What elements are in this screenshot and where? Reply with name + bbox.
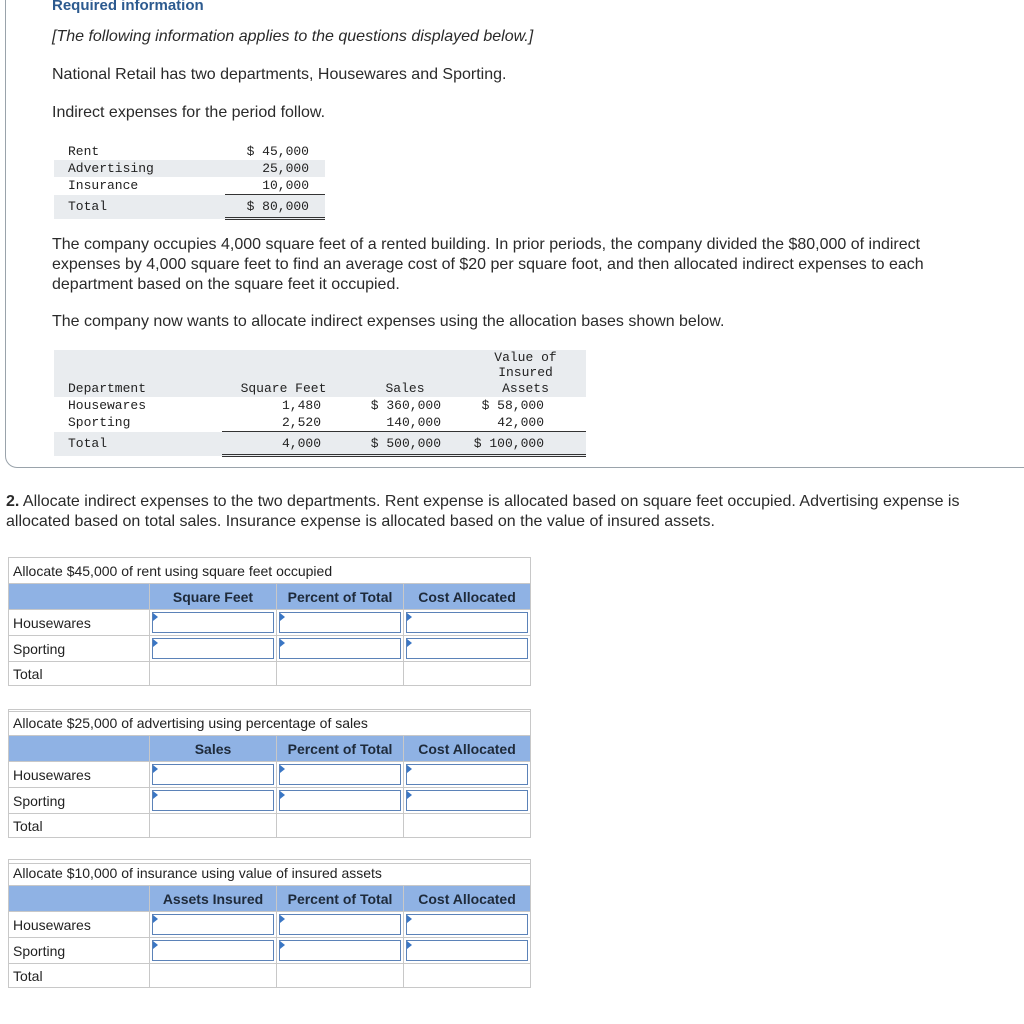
row-label: Housewares: [9, 762, 150, 788]
advertising-allocation-worksheet: [8, 709, 531, 864]
advertising-worksheet-caption: Allocate $25,000 of advertising using percentage of sales: [9, 710, 531, 736]
worksheet-row: [9, 762, 531, 788]
department-total-label: Total: [54, 432, 222, 456]
worksheet-row: [9, 636, 531, 662]
rent-sporting-square-feet-input[interactable]: [152, 638, 274, 659]
column-header: Percent of Total: [277, 886, 404, 912]
worksheet-total-row: [9, 662, 531, 686]
advertising-housewares-percent-input[interactable]: [279, 764, 401, 785]
sales-value: $ 360,000: [370, 398, 441, 413]
intro-text: National Retail has two departments, Housewares and Sporting.: [52, 66, 507, 83]
expense-label: Rent: [68, 144, 100, 159]
insured-header-line2: Assets: [465, 380, 586, 397]
insurance-worksheet-caption: Allocate $10,000 of insurance using value of insured assets: [9, 860, 531, 886]
worksheet-header-row: [9, 886, 531, 912]
total-cell: [150, 662, 277, 686]
row-label: Total: [9, 662, 150, 686]
expense-amount: $ 45,000: [246, 144, 309, 159]
expense-row: [54, 160, 325, 177]
insurance-sporting-cost-input[interactable]: [406, 940, 528, 961]
total-cell: [150, 964, 277, 988]
square-feet-header: Square Feet: [222, 380, 345, 397]
bases-row: [54, 397, 586, 414]
expense-total-amount: $ 80,000: [225, 195, 325, 219]
required-information-title: Required information: [52, 0, 204, 14]
column-header: Percent of Total: [277, 584, 404, 610]
advertising-sporting-percent-input[interactable]: [279, 790, 401, 811]
sales-value: 140,000: [345, 414, 465, 432]
column-header: Cost Allocated: [404, 736, 531, 762]
rent-sporting-percent-input[interactable]: [279, 638, 401, 659]
bases-header-row-2: [54, 380, 586, 397]
applies-note: [The following information applies to the questions displayed below.]: [52, 28, 534, 45]
question-text: Allocate indirect expenses to the two departments. Rent expense is allocated based on square feet occupied. Advertising expense is allocated based on total sales. Insurance expense is allocated based on the value of insured assets.: [6, 493, 960, 530]
total-cell: [277, 662, 404, 686]
indirect-expenses-table: [54, 143, 325, 220]
allocation-bases-table: [54, 350, 586, 457]
column-header: Square Feet: [150, 584, 277, 610]
rent-housewares-square-feet-input[interactable]: [152, 612, 274, 633]
column-header: Cost Allocated: [404, 886, 531, 912]
department-name: Sporting: [68, 415, 131, 431]
worksheet-row: [9, 912, 531, 938]
expense-total-row: [54, 195, 325, 219]
bases-header-row-1: [54, 350, 586, 380]
row-label: Sporting: [9, 636, 150, 662]
column-header: Sales: [150, 736, 277, 762]
worksheet-header-row: [9, 584, 531, 610]
worksheet-row: [9, 788, 531, 814]
rent-allocation-worksheet: [8, 557, 531, 712]
bases-total-row: [54, 432, 586, 456]
row-label: Sporting: [9, 788, 150, 814]
square-feet-value: 1,480: [281, 398, 321, 413]
insured-value: $ 58,000: [481, 398, 544, 413]
bases-row: [54, 414, 586, 432]
department-header: Department: [54, 380, 222, 397]
square-feet-value: 2,520: [222, 414, 345, 432]
expense-row: [54, 177, 325, 195]
column-header: Assets Insured: [150, 886, 277, 912]
sales-total: $ 500,000: [345, 432, 465, 456]
worksheet-row: [9, 938, 531, 964]
worksheet-row: [9, 610, 531, 636]
expense-total-label: Total: [54, 195, 225, 219]
insurance-sporting-percent-input[interactable]: [279, 940, 401, 961]
rent-housewares-percent-input[interactable]: [279, 612, 401, 633]
rent-housewares-cost-input[interactable]: [406, 612, 528, 633]
rent-sporting-cost-input[interactable]: [406, 638, 528, 659]
insured-header-line1: Value of Insured: [465, 350, 586, 380]
column-header: Cost Allocated: [404, 584, 531, 610]
advertising-housewares-sales-input[interactable]: [152, 764, 274, 785]
advertising-sporting-sales-input[interactable]: [152, 790, 274, 811]
insurance-sporting-assets-input[interactable]: [152, 940, 274, 961]
row-label: Housewares: [9, 912, 150, 938]
expense-label: Insurance: [68, 178, 139, 194]
row-label: Sporting: [9, 938, 150, 964]
rent-worksheet-caption: Allocate $45,000 of rent using square feet occupied: [9, 558, 531, 584]
insured-total: $ 100,000: [465, 432, 586, 456]
advertising-sporting-cost-input[interactable]: [406, 790, 528, 811]
insurance-allocation-worksheet: [8, 859, 531, 988]
advertising-housewares-cost-input[interactable]: [406, 764, 528, 785]
total-cell: [150, 814, 277, 838]
row-label: Total: [9, 964, 150, 988]
insured-value: 42,000: [465, 414, 586, 432]
worksheet-total-row: [9, 964, 531, 988]
expenses-intro: Indirect expenses for the period follow.: [52, 104, 326, 121]
expense-label: Advertising: [54, 160, 225, 177]
row-label: Housewares: [9, 610, 150, 636]
allocation-bases-intro: The company now wants to allocate indirect expenses using the allocation bases shown below.: [52, 313, 725, 330]
expense-amount: 10,000: [225, 177, 325, 195]
total-cell: [277, 964, 404, 988]
total-cell: [404, 662, 531, 686]
expense-amount: 25,000: [225, 160, 325, 177]
row-label: Total: [9, 814, 150, 838]
prior-periods-paragraph: The company occupies 4,000 square feet of a rented building. In prior periods, the company divided the $80,000 of indirect expenses by 4,000 square feet to find an average cost of $20 per square foot, and then allocated indirect expenses to each department based on the square feet it occupied.: [52, 236, 924, 293]
worksheet-total-row: [9, 814, 531, 838]
question-number: 2.: [6, 493, 20, 510]
total-cell: [404, 814, 531, 838]
expense-row: [54, 143, 325, 160]
square-feet-total: 4,000: [222, 432, 345, 456]
sales-header: Sales: [345, 380, 465, 397]
column-header: Percent of Total: [277, 736, 404, 762]
insurance-housewares-percent-input[interactable]: [279, 914, 401, 935]
total-cell: [404, 964, 531, 988]
insurance-housewares-cost-input[interactable]: [406, 914, 528, 935]
insurance-housewares-assets-input[interactable]: [152, 914, 274, 935]
question-prompt: [6, 492, 1022, 532]
worksheet-header-row: [9, 736, 531, 762]
department-name: Housewares: [68, 398, 147, 413]
total-cell: [277, 814, 404, 838]
